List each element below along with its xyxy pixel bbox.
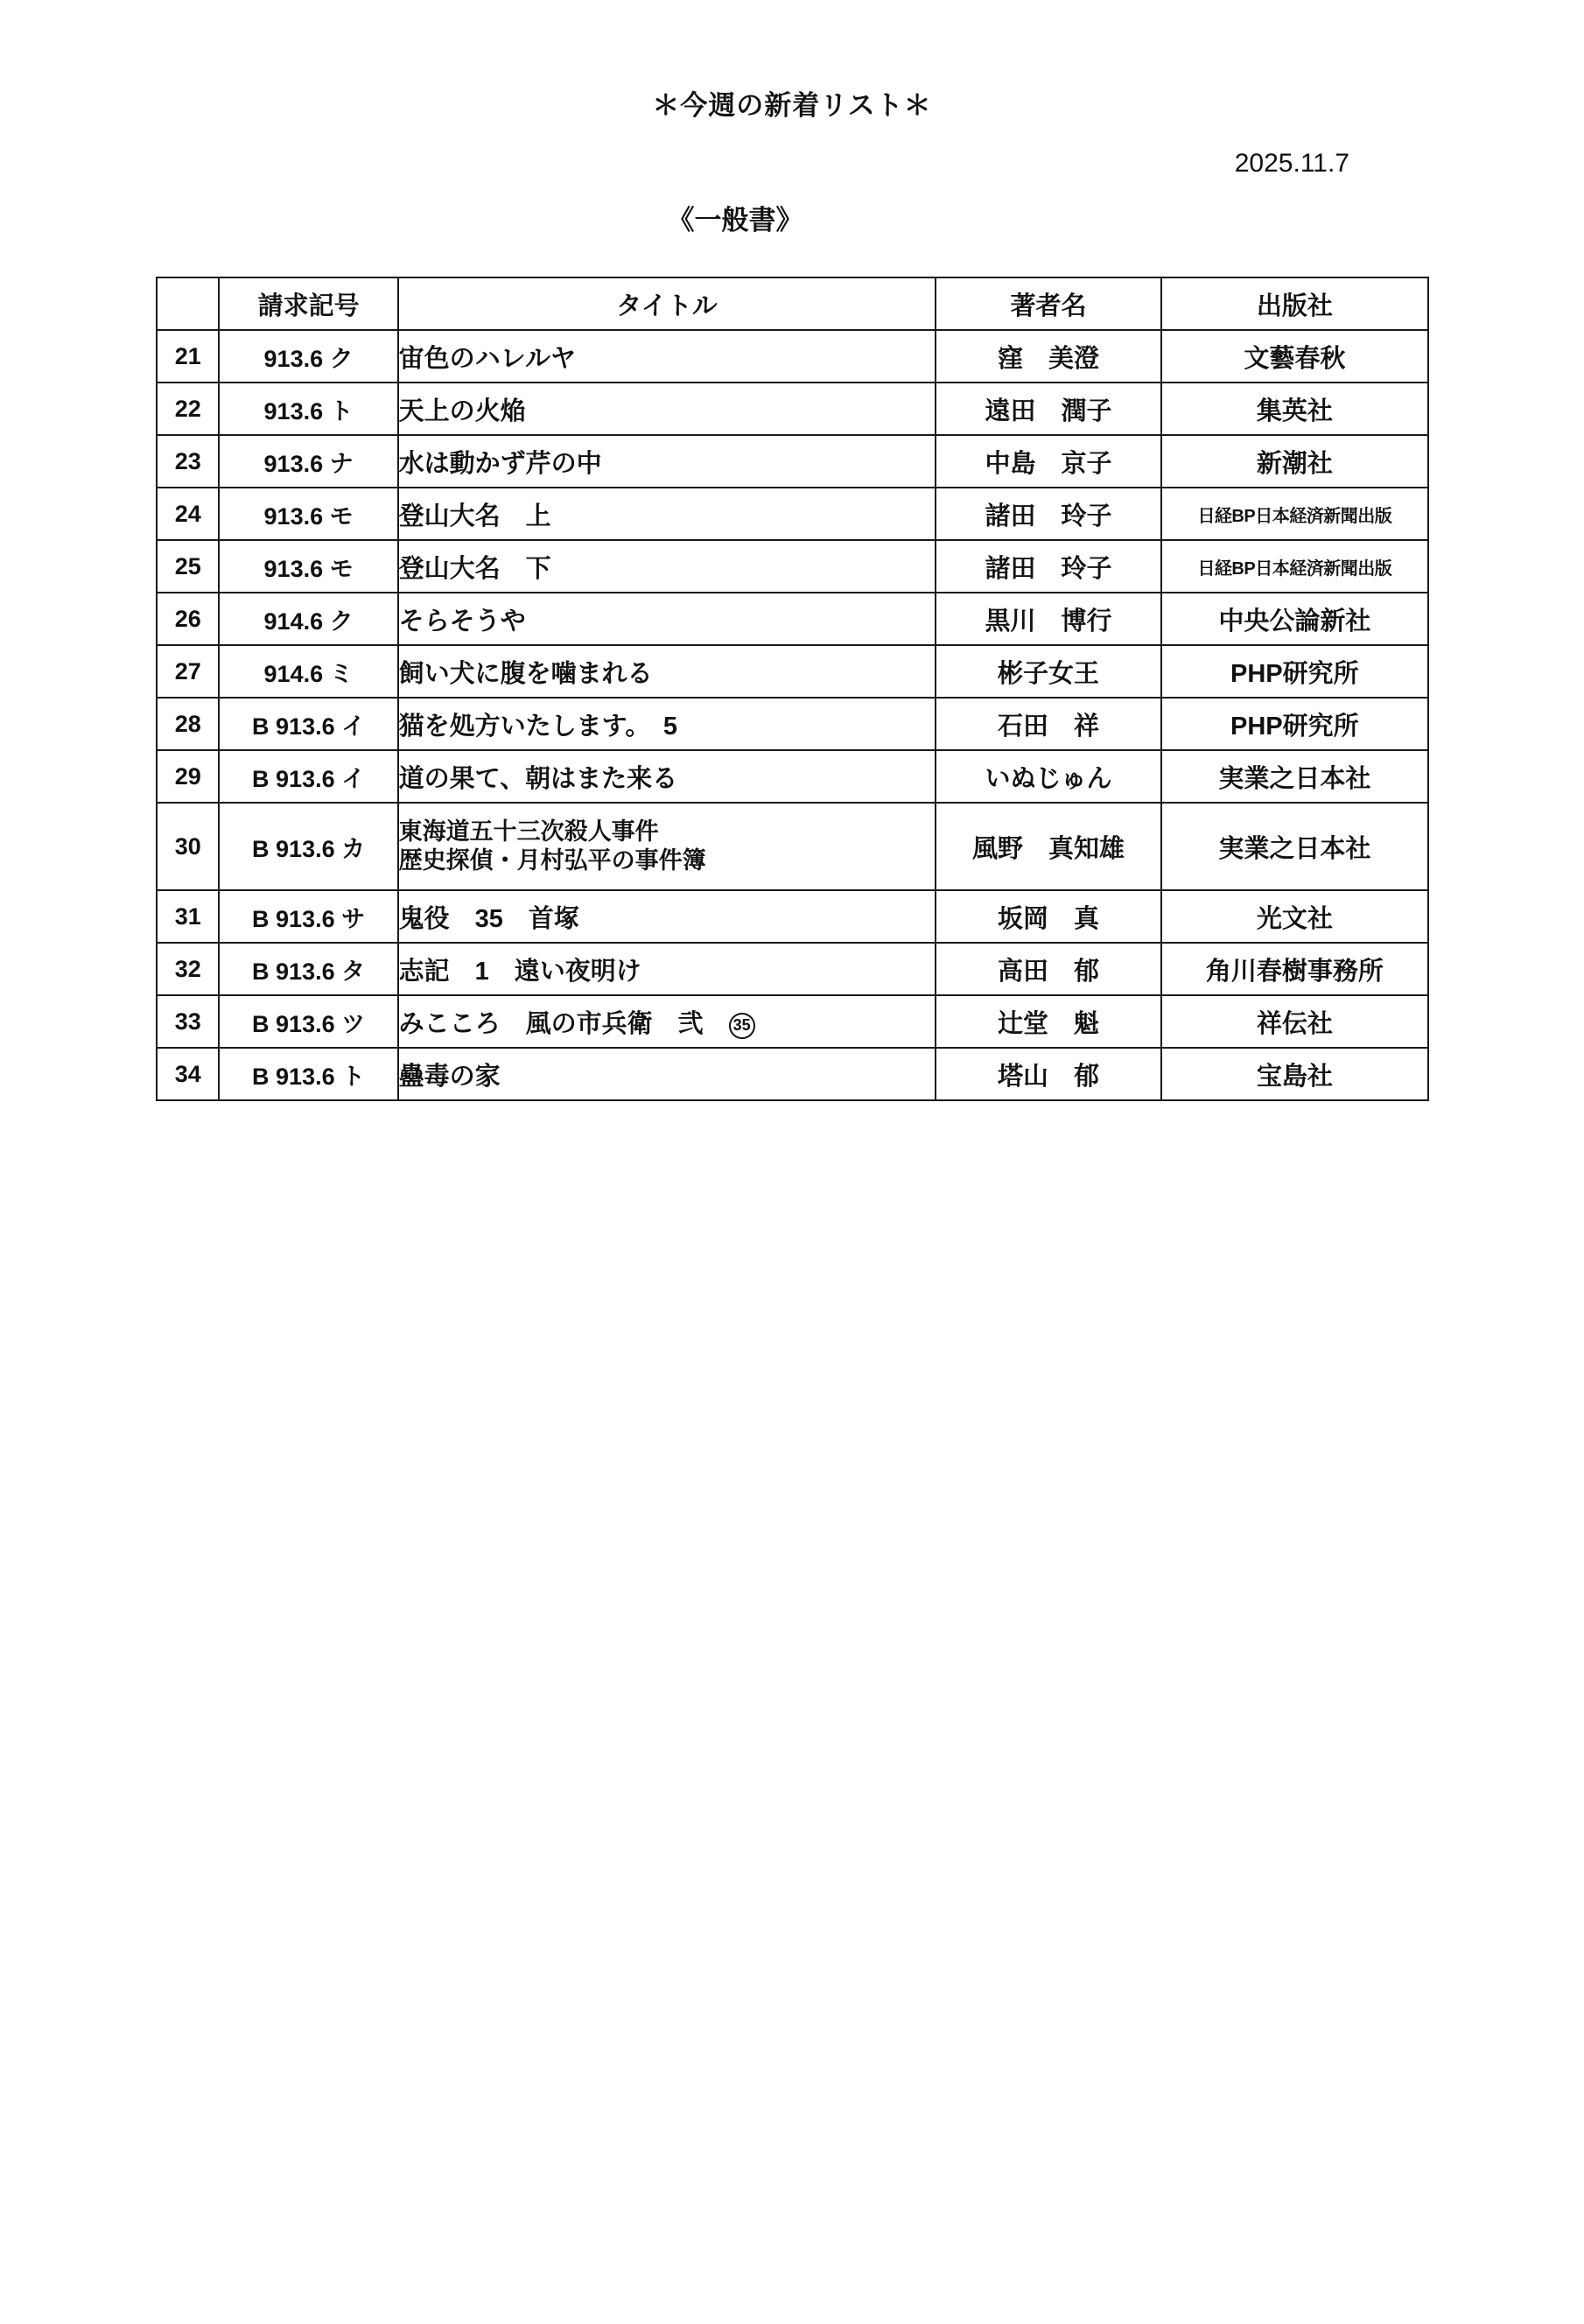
cell-no: 32 — [157, 943, 219, 995]
cell-title — [398, 995, 936, 1048]
table-row — [157, 803, 1428, 890]
cell-author: 遠田 潤子 — [936, 383, 1160, 435]
cell-call-number: 913.6 モ — [219, 488, 397, 540]
cell-no: 27 — [157, 645, 219, 698]
cell-publisher: PHP研究所 — [1161, 698, 1428, 750]
cell-call-number: B 913.6 イ — [219, 698, 397, 750]
table-row — [157, 1048, 1428, 1100]
cell-call-number: B 913.6 ト — [219, 1048, 397, 1100]
cell-publisher: 宝島社 — [1161, 1048, 1428, 1100]
table-row — [157, 383, 1428, 435]
cell-title: そらそうや — [398, 593, 936, 645]
cell-publisher: 集英社 — [1161, 383, 1428, 435]
cell-publisher: 光文社 — [1161, 890, 1428, 943]
table-row — [157, 435, 1428, 488]
cell-author: 高田 郁 — [936, 943, 1160, 995]
cell-title-line2: 歴史探偵・月村弘平の事件簿 — [398, 847, 706, 874]
cell-title: 宙色のハレルヤ — [398, 330, 936, 383]
table-row — [157, 995, 1428, 1048]
table-row — [157, 943, 1428, 995]
cell-publisher: 新潮社 — [1161, 435, 1428, 488]
cell-no: 25 — [157, 540, 219, 593]
column-header-call-number: 請求記号 — [219, 277, 397, 330]
cell-call-number: B 913.6 ツ — [219, 995, 397, 1048]
cell-call-number: 913.6 ク — [219, 330, 397, 383]
table-row — [157, 540, 1428, 593]
cell-publisher: 角川春樹事務所 — [1161, 943, 1428, 995]
cell-author: いぬじゅん — [936, 750, 1160, 803]
volume-number-badge: 35 — [729, 1013, 755, 1039]
cell-title-main: みこころ 風の市兵衛 弐 — [398, 1009, 729, 1038]
section-subtitle: 《一般書》 — [667, 205, 803, 235]
cell-publisher: 文藝春秋 — [1161, 330, 1428, 383]
cell-no: 34 — [157, 1048, 219, 1100]
cell-publisher: 祥伝社 — [1161, 995, 1428, 1048]
cell-call-number: 914.6 ク — [219, 593, 397, 645]
cell-no: 22 — [157, 383, 219, 435]
column-header-publisher: 出版社 — [1161, 277, 1428, 330]
cell-call-number: B 913.6 カ — [219, 803, 397, 890]
table-row — [157, 890, 1428, 943]
cell-call-number: B 913.6 イ — [219, 750, 397, 803]
table-row — [157, 750, 1428, 803]
cell-author: 諸田 玲子 — [936, 488, 1160, 540]
cell-no: 33 — [157, 995, 219, 1048]
cell-author: 窪 美澄 — [936, 330, 1160, 383]
cell-author: 坂岡 真 — [936, 890, 1160, 943]
cell-title: 猫を処方いたします。 5 — [398, 698, 936, 750]
cell-author: 彬子女王 — [936, 645, 1160, 698]
cell-title: 志記 1 遠い夜明け — [398, 943, 936, 995]
cell-publisher: PHP研究所 — [1161, 645, 1428, 698]
cell-author: 中島 京子 — [936, 435, 1160, 488]
cell-publisher: 実業之日本社 — [1161, 750, 1428, 803]
cell-author: 諸田 玲子 — [936, 540, 1160, 593]
cell-title: 飼い犬に腹を噛まれる — [398, 645, 936, 698]
cell-call-number: 914.6 ミ — [219, 645, 397, 698]
cell-title: 登山大名 上 — [398, 488, 936, 540]
cell-publisher: 中央公論新社 — [1161, 593, 1428, 645]
booklist-table-wrapper — [0, 277, 1584, 1101]
cell-title: 登山大名 下 — [398, 540, 936, 593]
table-header — [157, 277, 1428, 330]
table-row — [157, 488, 1428, 540]
cell-title-line1: 東海道五十三次殺人事件 — [398, 818, 659, 846]
cell-title: 天上の火焔 — [398, 383, 936, 435]
issue-date: 2025.11.7 — [1234, 149, 1349, 178]
cell-author: 石田 祥 — [936, 698, 1160, 750]
cell-call-number: 913.6 モ — [219, 540, 397, 593]
cell-author: 辻堂 魁 — [936, 995, 1160, 1048]
document-page — [0, 83, 1584, 2324]
column-header-no — [157, 277, 219, 330]
cell-call-number: 913.6 ト — [219, 383, 397, 435]
table-row — [157, 698, 1428, 750]
cell-no: 24 — [157, 488, 219, 540]
cell-author: 塔山 郁 — [936, 1048, 1160, 1100]
cell-call-number: B 913.6 サ — [219, 890, 397, 943]
table-row — [157, 645, 1428, 698]
cell-no: 28 — [157, 698, 219, 750]
cell-title: 鬼役 35 首塚 — [398, 890, 936, 943]
page-title: ＊今週の新着リスト＊ — [652, 90, 932, 121]
cell-title — [398, 803, 936, 890]
column-header-title: タイトル — [398, 277, 936, 330]
table-row — [157, 330, 1428, 383]
booklist-table — [156, 277, 1429, 1101]
cell-no: 23 — [157, 435, 219, 488]
cell-no: 31 — [157, 890, 219, 943]
cell-author: 黒川 博行 — [936, 593, 1160, 645]
cell-title: 道の果て、朝はまた来る — [398, 750, 936, 803]
table-row — [157, 593, 1428, 645]
cell-no: 30 — [157, 803, 219, 890]
cell-no: 26 — [157, 593, 219, 645]
table-body — [157, 330, 1428, 1100]
cell-publisher: 実業之日本社 — [1161, 803, 1428, 890]
cell-no: 21 — [157, 330, 219, 383]
cell-publisher: 日経BP日本経済新聞出版 — [1161, 488, 1428, 540]
cell-call-number: 913.6 ナ — [219, 435, 397, 488]
cell-call-number: B 913.6 タ — [219, 943, 397, 995]
cell-publisher: 日経BP日本経済新聞出版 — [1161, 540, 1428, 593]
cell-title: 水は動かず芹の中 — [398, 435, 936, 488]
cell-no: 29 — [157, 750, 219, 803]
cell-title: 蠱毒の家 — [398, 1048, 936, 1100]
cell-author: 風野 真知雄 — [936, 803, 1160, 890]
table-header-row — [157, 277, 1428, 330]
column-header-author: 著者名 — [936, 277, 1160, 330]
